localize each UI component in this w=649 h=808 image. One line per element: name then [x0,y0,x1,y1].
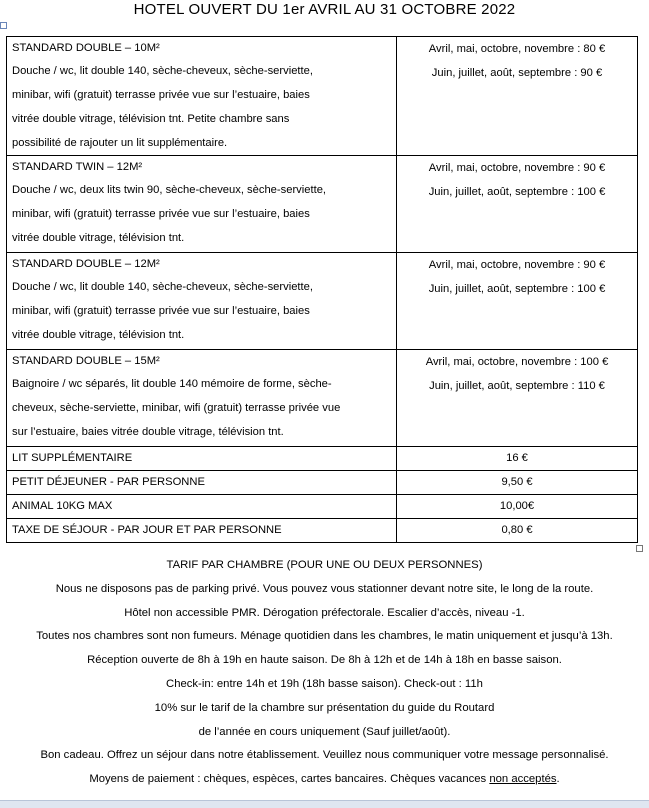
price-high-season: Juin, juillet, août, septembre : 100 € [428,283,606,295]
room-cell [7,156,397,253]
room-desc-line: possibilité de rajouter un lit supplémentaire. [12,137,228,149]
note-line: Bon cadeau. Offrez un séjour dans notre établissement. Veuillez nous communiquer votre message personnalisé. [40,749,609,762]
room-name: STANDARD DOUBLE – 15M² [12,355,160,367]
room-desc-line: minibar, wifi (gratuit) terrasse privée vue sur l’estuaire, baies [12,305,310,317]
price-high-season: Juin, juillet, août, septembre : 90 € [431,67,603,79]
payment-line [0,768,649,792]
note-line: 10% sur le tarif de la chambre sur présentation du guide du Routard [154,701,495,714]
price-low-season: Avril, mai, octobre, novembre : 80 € [428,43,606,55]
room-name: STANDARD TWIN – 12M² [12,161,143,173]
room-desc-line: sur l’estuaire, baies vitrée double vitrage, télévision tnt. [12,426,284,438]
payment-emphasis: non acceptés [489,773,557,786]
note-line: Toutes nos chambres sont non fumeurs. Ménage quotidien dans les chambres, le matin uniquement et jusqu’à 13h. [36,630,613,643]
price-low-season: Avril, mai, octobre, novembre : 90 € [428,162,606,174]
rates-table [6,36,638,543]
price-low-season: Avril, mai, octobre, novembre : 100 € [425,356,609,368]
table-row [7,156,638,253]
room-cell [7,350,397,447]
price-high-season: Juin, juillet, août, septembre : 100 € [428,186,606,198]
extra-label: PETIT DÉJEUNER - PAR PERSONNE [7,471,397,495]
room-desc-line: Douche / wc, lit double 140, sèche-cheveux, sèche-serviette, [12,65,313,77]
note-line: Nous ne disposons pas de parking privé. Vous pouvez vous stationner devant notre site, le long de la route. [55,582,594,595]
room-desc-line: Douche / wc, lit double 140, sèche-cheveux, sèche-serviette, [12,281,313,293]
price-cell [397,156,638,253]
extra-value: 10,00€ [397,495,638,519]
table-row [7,253,638,350]
table-row [7,37,638,156]
notes-section [0,554,649,792]
status-bar [0,800,649,808]
room-cell [7,37,397,156]
note-line: Réception ouverte de 8h à 19h en haute saison. De 8h à 12h et de 14h à 18h en basse saison. [87,654,562,667]
payment-text: Moyens de paiement : chèques, espèces, cartes bancaires. Chèques vacances [89,773,490,786]
price-cell [397,37,638,156]
table-resize-handle[interactable] [636,545,643,552]
note-line: TARIF PAR CHAMBRE (POUR UNE OU DEUX PERSONNES) [166,559,483,571]
price-low-season: Avril, mai, octobre, novembre : 90 € [428,259,606,271]
table-row [7,447,638,471]
room-name: STANDARD DOUBLE – 10M² [12,42,160,54]
room-name: STANDARD DOUBLE – 12M² [12,258,160,270]
extra-value: 16 € [397,447,638,471]
table-row [7,495,638,519]
extra-label: TAXE DE SÉJOUR - PAR JOUR ET PAR PERSONNE [7,519,397,543]
note-line: Check-in: entre 14h et 19h (18h basse saison). Check-out : 11h [166,677,483,690]
extra-value: 9,50 € [397,471,638,495]
room-desc-line: minibar, wifi (gratuit) terrasse privée vue sur l’estuaire, baies [12,89,310,101]
extra-label: ANIMAL 10KG MAX [7,495,397,519]
note-line: Hôtel non accessible PMR. Dérogation préfectorale. Escalier d’accès, niveau -1. [124,606,525,619]
table-row [7,471,638,495]
page-title: HOTEL OUVERT DU 1er AVRIL AU 31 OCTOBRE 2022 [133,1,516,18]
extra-label: LIT SUPPLÉMENTAIRE [7,447,397,471]
table-row [7,350,638,447]
price-high-season: Juin, juillet, août, septembre : 110 € [429,380,605,392]
table-move-handle[interactable] [0,22,7,29]
table-row [7,519,638,543]
room-desc-line: vitrée double vitrage, télévision tnt. Petite chambre sans [12,113,290,125]
payment-end: . [556,773,560,786]
room-desc-line: minibar, wifi (gratuit) terrasse privée vue sur l’estuaire, baies [12,208,310,220]
room-desc-line: cheveux, sèche-serviette, minibar, wifi (gratuit) terrasse privée vue [12,402,341,414]
room-desc-line: Douche / wc, deux lits twin 90, sèche-cheveux, sèche-serviette, [12,184,327,196]
note-line: de l’année en cours uniquement (Sauf juillet/août). [198,725,451,738]
room-cell [7,253,397,350]
price-cell [397,350,638,447]
price-cell [397,253,638,350]
room-desc-line: vitrée double vitrage, télévision tnt. [12,329,185,341]
room-desc-line: vitrée double vitrage, télévision tnt. [12,232,185,244]
extra-value: 0,80 € [397,519,638,543]
room-desc-line: Baignoire / wc séparés, lit double 140 mémoire de forme, sèche- [12,378,332,390]
